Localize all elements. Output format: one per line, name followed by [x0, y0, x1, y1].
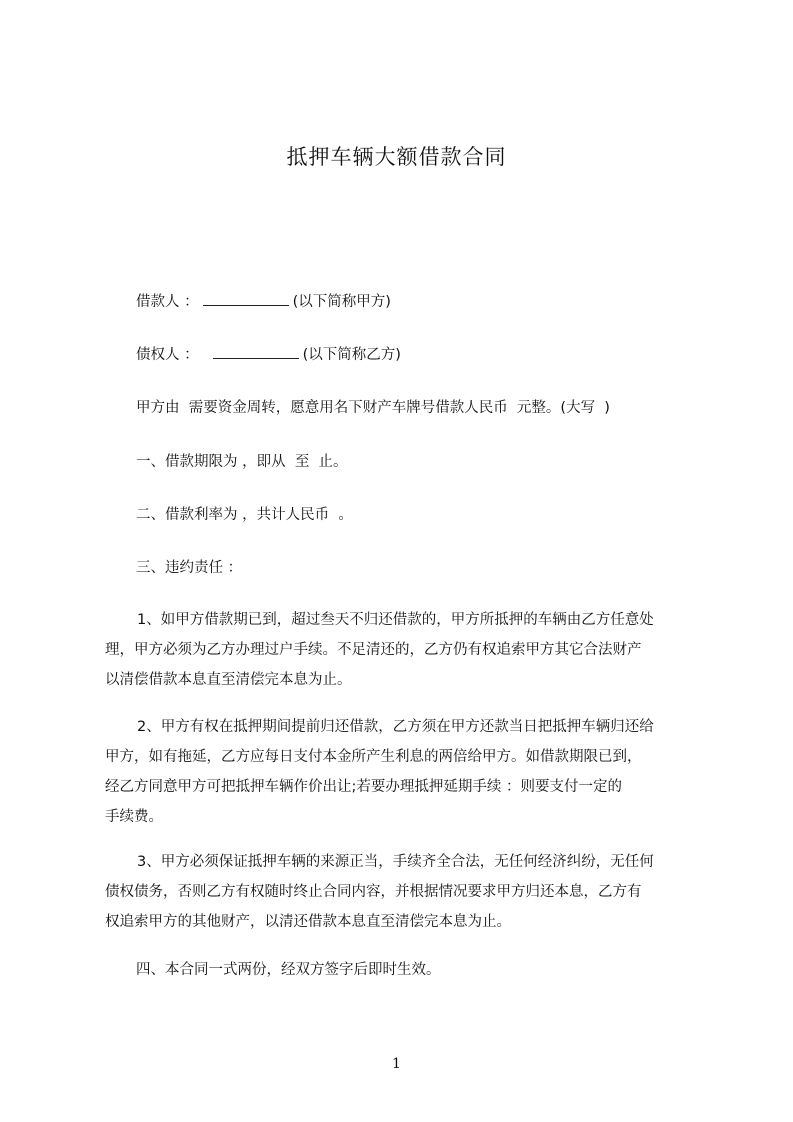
borrower-label: 借款人 ：: [136, 294, 199, 310]
borrower-suffix: (以下简称甲方): [292, 294, 391, 310]
item-2-line-3: 经乙方同意甲方可把抵押车辆作价出让;若要办理抵押延期手续 ：则要支付一定的: [105, 779, 622, 795]
item-3-paragraph: [105, 847, 705, 937]
item-1-paragraph: [105, 605, 705, 695]
item-3-line-3: 权追索甲方的其他财产，以清还借款本息直至清偿完本息为止。: [105, 914, 511, 930]
item-2-line-4: 手续费。: [105, 809, 163, 825]
page-number: 1: [392, 1056, 401, 1072]
item-1-line-1: 1、如甲方借款期已到，超过叁天不归还借款的，甲方所抵押的车辆由乙方任意处: [137, 612, 654, 628]
item-2-paragraph: [105, 712, 705, 832]
item-1-line-2: 理，甲方必须为乙方办理过户手续。不足清还的，乙方仍有权追索甲方其它合法财产: [105, 642, 642, 658]
item-2-line-2: 甲方，如有拖延，乙方应每日支付本金所产生利息的两倍给甲方。如借款期限已到，: [105, 749, 642, 765]
creditor-label: 债权人 ：: [136, 347, 199, 363]
creditor-line: [136, 344, 401, 365]
item-3-line-2: 债权债务，否则乙方有权随时终止合同内容，并根据情况要求甲方归还本息，乙方有: [105, 884, 642, 900]
clause-2: 二、借款利率为 ，共计人民币 。: [136, 507, 353, 523]
clause-4: 四、本合同一式两份，经双方签字后即时生效。: [136, 962, 441, 978]
item-2-line-1: 2、甲方有权在抵押期间提前归还借款，乙方须在甲方还款当日把抵押车辆归还给: [137, 719, 654, 735]
creditor-suffix: (以下简称乙方): [302, 347, 401, 363]
borrower-blank: [203, 291, 289, 306]
item-1-line-3: 以清偿借款本息直至清偿完本息为止。: [105, 672, 352, 688]
document-title: 抵押车辆大额借款合同: [286, 145, 507, 169]
clause-1: 一、借款期限为 ，即从 至 止。: [136, 454, 348, 470]
item-3-line-1: 3、甲方必须保证抵押车辆的来源正当，手续齐全合法，无任何经济纠纷，无任何: [137, 854, 654, 870]
intro-line: 甲方由 需要资金周转，愿意用名下财产车牌号借款人民币 元整。(大写 ): [136, 400, 610, 416]
borrower-line: [136, 291, 391, 312]
creditor-blank: [213, 344, 299, 359]
clause-3: 三、违约责任 ：: [136, 560, 243, 576]
